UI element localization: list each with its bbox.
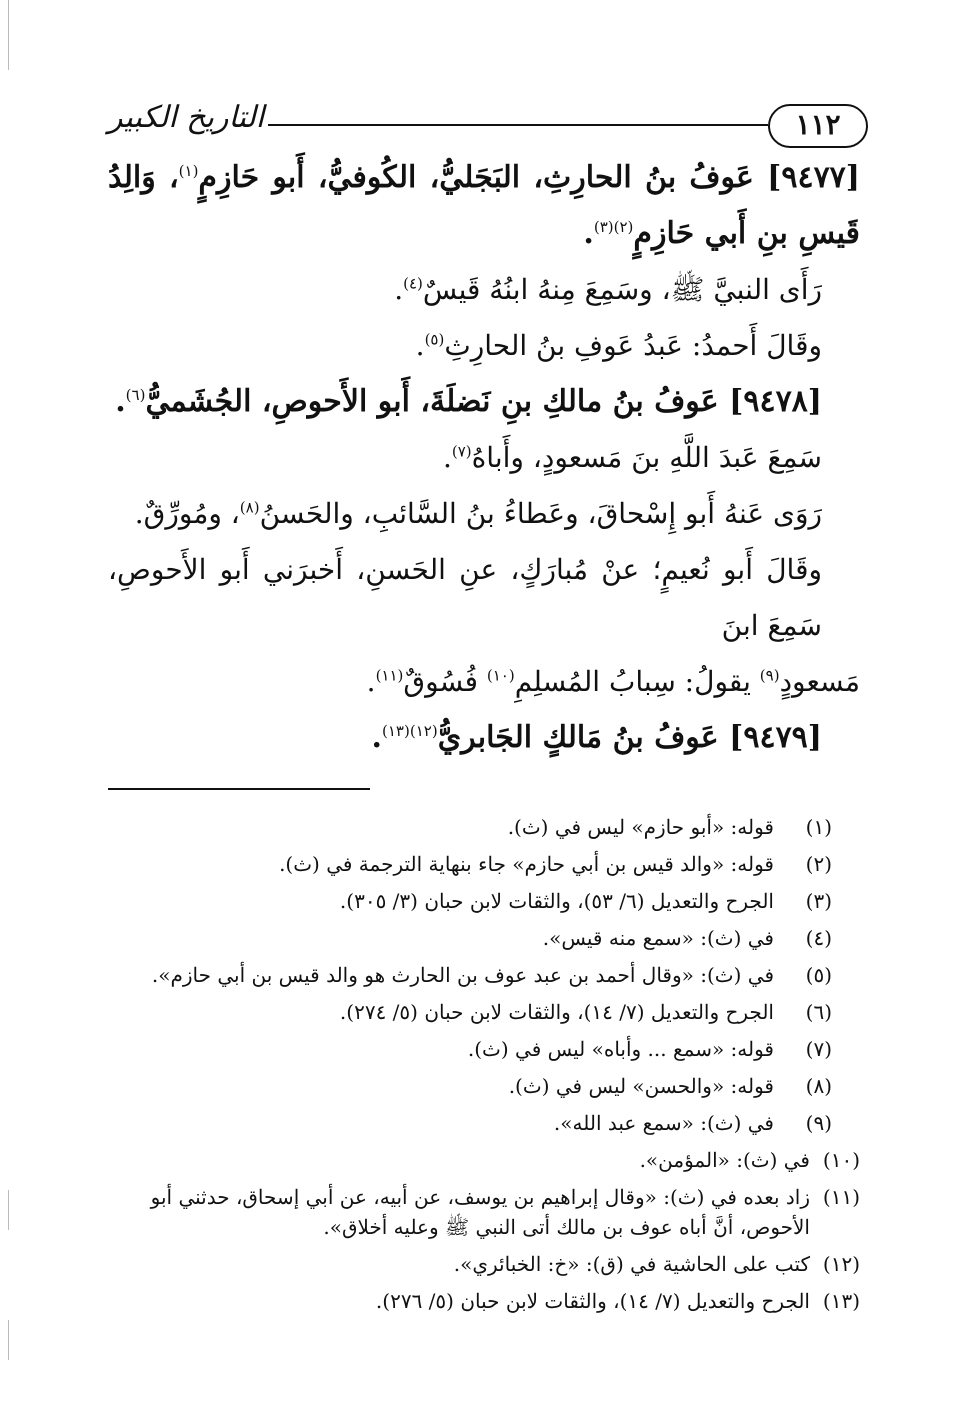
footnote — [108, 960, 860, 990]
footnote-text: كتب على الحاشية في (ق): «خ: الخبائري». — [453, 1252, 810, 1276]
footnote-text: قوله: «والد قيس بن أبي حازم» جاء بنهاية الترجمة في (ث). — [279, 852, 774, 876]
footnote — [108, 1286, 860, 1316]
footnote — [108, 1182, 860, 1242]
footnote — [108, 812, 860, 842]
running-title: التاريخ الكبير — [108, 100, 265, 135]
footnote-text: الجرح والتعديل (٦/ ٥٣)، والثقات لابن حبان (٣/ ٣٠٥). — [339, 889, 774, 913]
footnote-number: (٢) — [805, 852, 832, 876]
footnote-ref[interactable]: (٧) — [451, 442, 472, 461]
footnote-ref[interactable]: (١٢)(١٣) — [382, 722, 438, 740]
footnote-number: (٨) — [805, 1074, 832, 1098]
footnote-ref[interactable]: (٢)(٣) — [593, 218, 634, 236]
footnote-number: (٣) — [805, 889, 832, 913]
footnote-text: في (ث): «سمع منه قيس». — [542, 926, 774, 950]
footnote — [108, 1071, 860, 1101]
footnote-ref[interactable]: (٤) — [403, 274, 423, 293]
entry-line: وقَالَ أَحمدُ: عَبدُ عَوفِ بنُ الحارِثِ$^{(٥)}$. — [415, 329, 822, 362]
book-page — [108, 90, 860, 1323]
footnote-number: (٦) — [805, 1000, 832, 1024]
footnote-text: قوله: «والحسن» ليس في (ث). — [508, 1074, 774, 1098]
footnote-number: (١٢) — [822, 1252, 860, 1276]
footnote — [108, 886, 860, 916]
footnote — [108, 1249, 860, 1279]
footnote-number: (١٠) — [822, 1148, 860, 1172]
footnote — [108, 997, 860, 1027]
footnote — [108, 923, 860, 953]
footnote-ref[interactable]: (٥) — [424, 330, 445, 349]
footnote-text: الجرح والتعديل (٧/ ١٤)، والثقات لابن حبان (٥/ ٢٧٦). — [375, 1289, 810, 1313]
footnote-text: قوله: «سمع ... وأباه» ليس في (ث). — [467, 1037, 774, 1061]
entry-heading-9479: [٩٤٧٩] عَوفُ بنُ مَالكٍ الجَابريُّ$^{(١٢)(١٣)}$. — [371, 720, 822, 755]
footnote-number: (١) — [805, 815, 832, 839]
footnote-text: زاد بعده في (ث): «وقال إبراهيم بن يوسف، عن أبيه، عن أبي إسحاق، حدثني أبو الأحوص، أنَّ أباه عوف بن مالك أتى النبي ﷺ وعليه أخلاق». — [150, 1185, 810, 1239]
footnotes — [108, 812, 860, 1316]
scan-edge-line — [8, 1190, 9, 1230]
page-number: ١١٢ — [768, 104, 868, 148]
footnote-text: قوله: «أبو حازم» ليس في (ث). — [507, 815, 774, 839]
scan-edge-line — [8, 1320, 9, 1360]
entry-line: سَمِعَ عَبدَ اللَّهِ بنَ مَسعودٍ، وأَباهُ$^{(٧)}$. — [442, 441, 822, 474]
page-header — [108, 90, 860, 150]
scan-edge-line — [8, 0, 9, 70]
main-text — [108, 150, 860, 766]
footnote-text: في (ث): «وقال أحمد بن عبد عوف بن الحارث هو والد قيس بن أبي حازم». — [151, 963, 774, 987]
footnote — [108, 1145, 860, 1175]
entry-line: رَوَى عَنهُ أَبو إِسْحاقَ، وعَطاءُ بنُ السَّائبِ، والحَسنُ$^{(٨)}$، ومُورِّقٌ. — [134, 497, 822, 530]
footnote-number: (٥) — [805, 963, 832, 987]
footnote-text: في (ث): «المؤمن». — [639, 1148, 810, 1172]
footnote-text: في (ث): «سمع عبد الله». — [553, 1111, 774, 1135]
entry-line: وقَالَ أَبو نُعيمٍ؛ عنْ مُبارَكٍ، عنِ الحَسنِ، أَخبرَني أَبو الأَحوصِ، سَمِعَ ابنَ — [108, 553, 822, 642]
footnote-number: (٤) — [805, 926, 832, 950]
entry-line: رَأَى النبيَّ ﷺ، وسَمِعَ مِنهُ ابنُهُ قَيسٌ$^{(٤)}$. — [394, 273, 822, 306]
entry-heading-9477: [٩٤٧٧] عَوفُ بنُ الحارِثِ، البَجَليُّ، الكُوفيُّ، أَبو حَازِمٍ$^{(١)}$، وَالِدُ قَيسِ بنِ أَبي حَازِمٍ$^{(٢)(٣)}$. — [108, 160, 860, 251]
footnote-ref[interactable]: (٩) — [759, 666, 780, 685]
entry-line: مَسعودٍ$^{(٩)}$ يقولُ: سِبابُ المُسلِمِ$^{(١٠)}$ فُسُوقٌ$^{(١١)}$. — [366, 665, 860, 698]
footnote-number: (٩) — [805, 1111, 832, 1135]
footnote-separator — [108, 788, 370, 790]
header-rule — [268, 124, 768, 126]
footnote-ref[interactable]: (٦) — [125, 386, 146, 404]
footnote-ref[interactable]: (١١) — [375, 666, 404, 685]
footnote-number: (٧) — [805, 1037, 832, 1061]
footnote-ref[interactable]: (١٠) — [486, 666, 515, 685]
footnote-separator-area — [108, 766, 860, 812]
footnote — [108, 849, 860, 879]
footnote-ref[interactable]: (٨) — [239, 498, 260, 517]
footnote — [108, 1108, 860, 1138]
footnote-ref[interactable]: (١) — [178, 162, 199, 180]
footnote-number: (١٣) — [822, 1289, 860, 1313]
footnote — [108, 1034, 860, 1064]
footnote-number: (١١) — [822, 1185, 860, 1209]
entry-heading-9478: [٩٤٧٨] عَوفُ بنُ مالكِ بنِ نَضلَةَ، أَبو الأَحوصِ، الجُشَميُّ$^{(٦)}$. — [115, 384, 822, 419]
footnote-text: الجرح والتعديل (٧/ ١٤)، والثقات لابن حبان (٥/ ٢٧٤). — [339, 1000, 774, 1024]
